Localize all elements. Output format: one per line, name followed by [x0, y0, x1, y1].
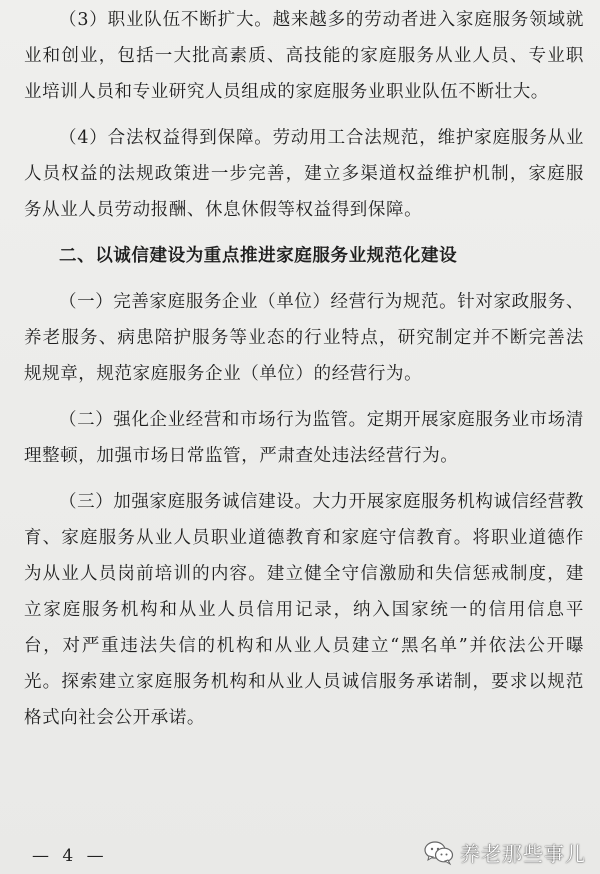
watermark-text: 养老那些事儿	[460, 842, 586, 866]
page-number: — 4 —	[32, 846, 108, 866]
paragraph-integrity-building: （三）加强家庭服务诚信建设。大力开展家庭服务机构诚信经营教育、家庭服务从业人员职业道德教育和家庭守信教育。将职业道德作为从业人员岗前培训的内容。建立健全守信激励和失信惩戒制度，建立家庭服务机构和从业人员信用记录，纳入国家统一的信用信息平台，对严重违法失信的机构和从业人员建立“黑名单”并依法公开曝光。探索建立家庭服务机构和从业人员诚信服务承诺制，要求以规范格式向社会公开承诺。	[24, 492, 584, 728]
paragraph-rights-protection: （4）合法权益得到保障。劳动用工合法规范，维护家庭服务从业人员权益的法规政策进一步完善，建立多渠道权益维护机制，家庭服务从业人员劳动报酬、休息休假等权益得到保障。	[24, 128, 584, 220]
section-heading: 二、以诚信建设为重点推进家庭服务业规范化建设	[59, 246, 458, 266]
watermark	[424, 838, 586, 867]
wechat-icon	[424, 840, 454, 866]
document-body	[24, 2, 584, 746]
paragraph-business-norms: （一）完善家庭服务企业（单位）经营行为规范。针对家政服务、养老服务、病患陪护服务等业态的行业特点，研究制定并不断完善法规规章，规范家庭服务企业（单位）的经营行为。	[24, 292, 584, 384]
paragraph-career-team: （3）职业队伍不断扩大。越来越多的劳动者进入家庭服务领域就业和创业，包括一大批高素质、高技能的家庭服务从业人员、专业职业培训人员和专业研究人员组成的家庭服务业职业队伍不断壮大。	[24, 10, 584, 102]
paragraph-market-supervision: （二）强化企业经营和市场行为监管。定期开展家庭服务业市场清理整顿，加强市场日常监管，严肃查处违法经营行为。	[24, 410, 584, 466]
